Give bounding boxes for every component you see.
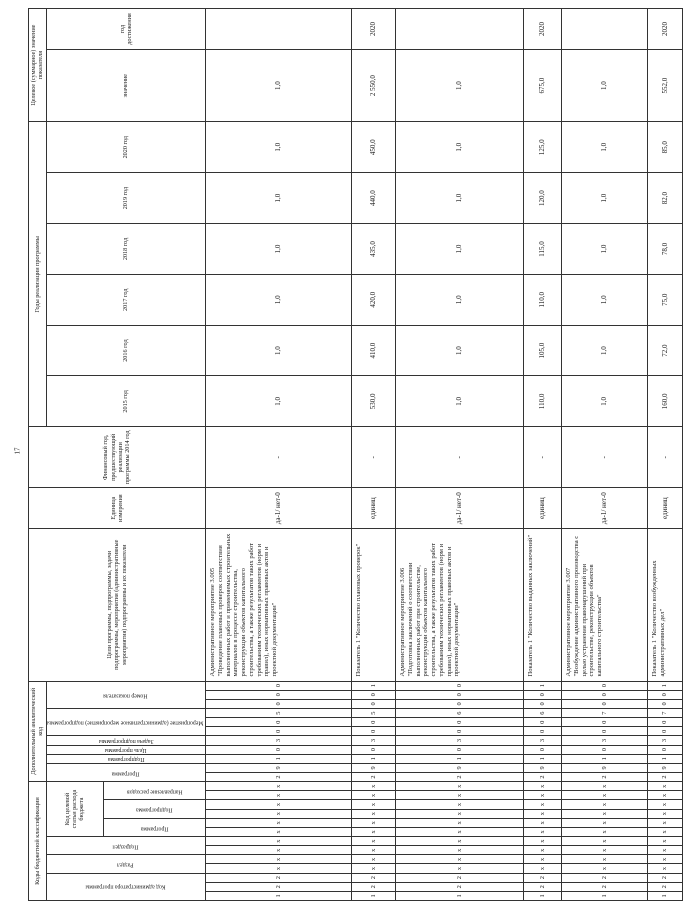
kbk-code-digit: x <box>562 827 648 836</box>
kbk-code-digit: x <box>524 809 562 818</box>
document-sheet <box>28 8 669 901</box>
kbk-code-digit: 2 <box>524 882 562 891</box>
header-dak-cel: Цель программы <box>46 745 205 754</box>
row-year-value: 435,0 <box>352 224 396 275</box>
dak-code-digit: 1 <box>562 754 648 763</box>
row-year-value: 78,0 <box>648 224 683 275</box>
row-year-value: 1,0 <box>396 224 524 275</box>
page-number: 17 <box>13 447 22 455</box>
kbk-code-digit: x <box>396 846 524 855</box>
row-unit: да-1/ нет-0 <box>206 488 352 529</box>
kbk-code-digit: x <box>396 837 524 846</box>
dak-code-digit: 6 <box>396 709 524 718</box>
row-year-value: 1,0 <box>396 376 524 427</box>
row-year-value: 110,0 <box>524 376 562 427</box>
header-base-year: Финансовый год, предшествующий реализации программы 2014 год <box>29 427 206 488</box>
row-year-value: 1,0 <box>396 274 524 325</box>
kbk-code-digit: 2 <box>648 882 683 891</box>
kbk-code-digit: x <box>396 800 524 809</box>
dak-code-digit: 0 <box>562 718 648 727</box>
kbk-code-digit: x <box>206 855 352 864</box>
program-indicators-table <box>28 8 683 901</box>
kbk-code-digit: x <box>206 791 352 800</box>
dak-code-digit: 3 <box>562 736 648 745</box>
row-year-value: 105,0 <box>524 325 562 376</box>
kbk-code-digit: x <box>648 800 683 809</box>
kbk-code-digit: x <box>396 827 524 836</box>
dak-code-digit: 0 <box>562 699 648 708</box>
dak-code-digit: 0 <box>396 745 524 754</box>
row-year-value: 1,0 <box>206 122 352 173</box>
row-year-value: 1,0 <box>562 274 648 325</box>
dak-code-digit: 2 <box>396 773 524 782</box>
row-target-value: 1,0 <box>396 50 524 122</box>
dak-code-digit: 3 <box>206 736 352 745</box>
row-unit: да-1/ нет-0 <box>396 488 524 529</box>
row-year-value: 1,0 <box>396 325 524 376</box>
row-name: Показатель 1 "Количество плановых проверок" <box>352 529 396 682</box>
header-2017: 2017 год <box>46 274 205 325</box>
dak-code-digit: 0 <box>206 718 352 727</box>
kbk-code-digit: x <box>352 864 396 873</box>
kbk-code-digit: 2 <box>648 873 683 882</box>
header-years: Годы реализации программы <box>29 122 47 427</box>
kbk-code-digit: x <box>648 818 683 827</box>
kbk-code-digit: 2 <box>352 873 396 882</box>
kbk-code-digit: x <box>562 837 648 846</box>
header-target-article: Код целевой статьи расхода бюджета <box>46 782 103 837</box>
header-goal-name: Цели программы, подпрограммы, задачи подпрограммы, мероприятия (административные мероприятия) подпрограммы и их показатели <box>29 529 206 682</box>
dak-code-digit: 0 <box>524 727 562 736</box>
row-name: Административное мероприятие 3.006 "Подготовка заключений о соответствии выполненных работ при строительстве, реконструкции объектов капитального строительства, а также результатов таких работ требованиям технических регламентов (норм и правил), иных нормативных правовых актов и проектной документации" <box>396 529 524 682</box>
row-year-value: 450,0 <box>352 122 396 173</box>
kbk-code-digit: x <box>648 791 683 800</box>
row-target-value: 1,0 <box>562 50 648 122</box>
dak-code-digit: 0 <box>396 690 524 699</box>
dak-code-digit: 0 <box>352 690 396 699</box>
header-target: Целевое (суммарное) значение показателя <box>29 9 47 122</box>
header-kbk: Коды бюджетной классификации <box>29 782 47 901</box>
row-unit: единиц <box>524 488 562 529</box>
dak-code-digit: 1 <box>352 754 396 763</box>
kbk-code-digit: x <box>648 809 683 818</box>
kbk-code-digit: x <box>648 855 683 864</box>
dak-code-digit: 0 <box>648 718 683 727</box>
dak-code-digit: 6 <box>524 709 562 718</box>
kbk-code-digit: x <box>206 864 352 873</box>
row-year-value: 75,0 <box>648 274 683 325</box>
row-year-value: 530,0 <box>352 376 396 427</box>
kbk-code-digit: x <box>352 827 396 836</box>
kbk-code-digit: x <box>206 782 352 791</box>
dak-code-digit: 2 <box>206 773 352 782</box>
header-dak-pokazatel: Номер показателя <box>46 681 205 709</box>
dak-code-digit: 1 <box>206 754 352 763</box>
kbk-code-digit: x <box>206 846 352 855</box>
dak-code-digit: 9 <box>396 763 524 772</box>
header-podrazdel: Подраздел <box>46 837 205 855</box>
kbk-code-digit: x <box>648 864 683 873</box>
dak-code-digit: 2 <box>524 773 562 782</box>
header-dak-meropriyatie: Мероприятие (административное мероприятие) подпрограммы <box>46 709 205 736</box>
table-row <box>562 9 648 901</box>
header-dak-programma: Программа <box>46 763 205 781</box>
row-name: Административное мероприятие 3.007 "Возбуждение административного производства с целью устранения правонарушений при строительстве, реконструкции объектов капитального строительства" <box>562 529 648 682</box>
table-row <box>524 9 562 901</box>
kbk-code-digit: x <box>562 791 648 800</box>
row-name: Показатель 1 "Количество выданных заключений" <box>524 529 562 682</box>
kbk-code-digit: x <box>648 846 683 855</box>
header-napravlenie: Направление расходов <box>103 782 206 800</box>
kbk-code-digit: x <box>206 837 352 846</box>
dak-code-digit: 1 <box>524 754 562 763</box>
row-year-value: 85,0 <box>648 122 683 173</box>
dak-code-digit: 0 <box>396 718 524 727</box>
kbk-code-digit: 1 <box>524 891 562 900</box>
row-base-year-value: - <box>562 427 648 488</box>
dak-code-digit: 0 <box>562 690 648 699</box>
kbk-code-digit: x <box>396 782 524 791</box>
kbk-code-digit: x <box>524 818 562 827</box>
kbk-code-digit: x <box>562 846 648 855</box>
row-base-year-value: - <box>206 427 352 488</box>
dak-code-digit: 0 <box>562 727 648 736</box>
dak-code-digit: 0 <box>352 699 396 708</box>
dak-code-digit: 7 <box>562 709 648 718</box>
dak-code-digit: 0 <box>396 681 524 690</box>
dak-code-digit: 0 <box>352 718 396 727</box>
row-year-value: 1,0 <box>206 173 352 224</box>
dak-code-digit: 0 <box>648 745 683 754</box>
kbk-code-digit: x <box>396 791 524 800</box>
kbk-code-digit: x <box>562 818 648 827</box>
dak-code-digit: 1 <box>396 754 524 763</box>
row-base-year-value: - <box>352 427 396 488</box>
row-year-value: 120,0 <box>524 173 562 224</box>
dak-code-digit: 0 <box>524 690 562 699</box>
header-unit: Единица измерения <box>29 488 206 529</box>
dak-code-digit: 5 <box>206 709 352 718</box>
dak-code-digit: 0 <box>524 718 562 727</box>
dak-code-digit: 0 <box>206 690 352 699</box>
dak-code-digit: 1 <box>352 681 396 690</box>
row-year-value: 1,0 <box>562 173 648 224</box>
row-target-year: 2020 <box>352 9 396 50</box>
table-row <box>396 9 524 901</box>
dak-code-digit: 0 <box>648 699 683 708</box>
row-year-value: 1,0 <box>206 376 352 427</box>
header-razdel: Раздел <box>46 855 205 873</box>
kbk-code-digit: x <box>206 809 352 818</box>
dak-code-digit: 2 <box>352 773 396 782</box>
header-dak-podprogramma: Подпрограмма <box>46 754 205 763</box>
dak-code-digit: 3 <box>648 736 683 745</box>
row-target-year <box>562 9 648 50</box>
row-year-value: 1,0 <box>562 224 648 275</box>
kbk-code-digit: 2 <box>396 882 524 891</box>
row-unit: да-1/ нет-0 <box>562 488 648 529</box>
kbk-code-digit: 2 <box>352 882 396 891</box>
dak-code-digit: 0 <box>352 727 396 736</box>
kbk-code-digit: 2 <box>524 873 562 882</box>
row-year-value: 1,0 <box>396 122 524 173</box>
kbk-code-digit: x <box>524 846 562 855</box>
dak-code-digit: 0 <box>648 690 683 699</box>
kbk-code-digit: x <box>352 782 396 791</box>
dak-code-digit: 9 <box>648 763 683 772</box>
dak-code-digit: 0 <box>562 745 648 754</box>
row-year-value: 160,0 <box>648 376 683 427</box>
dak-code-digit: 3 <box>524 736 562 745</box>
kbk-code-digit: x <box>352 837 396 846</box>
row-unit: единиц <box>648 488 683 529</box>
header-target-value: значение <box>46 50 205 122</box>
dak-code-digit: 1 <box>648 681 683 690</box>
kbk-code-digit: 1 <box>352 891 396 900</box>
header-podprogramma: Подпрограмма <box>103 800 206 818</box>
header-admin-code: Код администратора программы <box>46 873 205 900</box>
dak-code-digit: 5 <box>352 709 396 718</box>
header-2020: 2020 год <box>46 122 205 173</box>
row-target-year <box>206 9 352 50</box>
kbk-code-digit: 2 <box>206 882 352 891</box>
dak-code-digit: 0 <box>206 681 352 690</box>
row-unit: единиц <box>352 488 396 529</box>
kbk-code-digit: x <box>524 791 562 800</box>
row-year-value: 1,0 <box>562 325 648 376</box>
row-name: Показатель 1 "Количество возбужденных административных дел" <box>648 529 683 682</box>
dak-code-digit: 0 <box>524 745 562 754</box>
dak-code-digit: 0 <box>206 699 352 708</box>
kbk-code-digit: x <box>648 782 683 791</box>
row-year-value: 110,0 <box>524 274 562 325</box>
header-target-year: год достижения <box>46 9 205 50</box>
header-row-1 <box>29 9 47 901</box>
kbk-code-digit: 1 <box>206 891 352 900</box>
row-year-value: 82,0 <box>648 173 683 224</box>
header-programma: Программа <box>103 818 206 836</box>
dak-code-digit: 0 <box>648 727 683 736</box>
row-target-year <box>396 9 524 50</box>
kbk-code-digit: x <box>396 818 524 827</box>
kbk-code-digit: x <box>562 855 648 864</box>
kbk-code-digit: x <box>648 837 683 846</box>
row-target-value: 552,0 <box>648 50 683 122</box>
kbk-code-digit: x <box>396 855 524 864</box>
dak-code-digit: 1 <box>524 681 562 690</box>
row-year-value: 72,0 <box>648 325 683 376</box>
kbk-code-digit: 2 <box>562 882 648 891</box>
header-2015: 2015 год <box>46 376 205 427</box>
header-2018: 2018 год <box>46 224 205 275</box>
row-year-value: 1,0 <box>396 173 524 224</box>
kbk-code-digit: 1 <box>648 891 683 900</box>
kbk-code-digit: x <box>562 809 648 818</box>
dak-code-digit: 9 <box>524 763 562 772</box>
dak-code-digit: 0 <box>352 745 396 754</box>
kbk-code-digit: x <box>206 818 352 827</box>
header-dak: Дополнительный аналитический код <box>29 681 47 782</box>
header-2016: 2016 год <box>46 325 205 376</box>
kbk-code-digit: x <box>352 846 396 855</box>
row-year-value: 1,0 <box>206 325 352 376</box>
row-year-value: 1,0 <box>206 274 352 325</box>
dak-code-digit: 0 <box>206 727 352 736</box>
kbk-code-digit: x <box>352 809 396 818</box>
kbk-code-digit: x <box>352 818 396 827</box>
kbk-code-digit: 2 <box>396 873 524 882</box>
kbk-code-digit: x <box>648 827 683 836</box>
rotated-table-frame <box>28 8 669 901</box>
table-row <box>352 9 396 901</box>
dak-code-digit: 9 <box>562 763 648 772</box>
row-target-value: 2 550,0 <box>352 50 396 122</box>
kbk-code-digit: x <box>352 855 396 864</box>
row-target-value: 675,0 <box>524 50 562 122</box>
kbk-code-digit: x <box>206 800 352 809</box>
kbk-code-digit: x <box>562 800 648 809</box>
table-row <box>206 9 352 901</box>
dak-code-digit: 9 <box>352 763 396 772</box>
kbk-code-digit: x <box>352 791 396 800</box>
kbk-code-digit: x <box>524 855 562 864</box>
kbk-code-digit: x <box>396 809 524 818</box>
row-year-value: 115,0 <box>524 224 562 275</box>
kbk-code-digit: x <box>352 800 396 809</box>
kbk-code-digit: x <box>524 837 562 846</box>
header-2019: 2019 год <box>46 173 205 224</box>
row-base-year-value: - <box>648 427 683 488</box>
kbk-code-digit: x <box>524 782 562 791</box>
kbk-code-digit: x <box>524 800 562 809</box>
row-base-year-value: - <box>396 427 524 488</box>
row-target-value: 1,0 <box>206 50 352 122</box>
dak-code-digit: 7 <box>648 709 683 718</box>
kbk-code-digit: 1 <box>396 891 524 900</box>
row-name: Административное мероприятие 3.005 "Проведение плановых проверок соответствия выполненных работ и применяемых строительных материалов в процессе строительства, реконструкции объектов капитального строительства, а также результатов таких работ требованиям технических регламентов (норм и правил), иных нормативных правовых актов и проектной документации" <box>206 529 352 682</box>
row-year-value: 1,0 <box>562 122 648 173</box>
dak-code-digit: 2 <box>648 773 683 782</box>
kbk-code-digit: x <box>524 864 562 873</box>
kbk-code-digit: 2 <box>562 873 648 882</box>
dak-code-digit: 9 <box>206 763 352 772</box>
kbk-code-digit: x <box>562 782 648 791</box>
kbk-code-digit: x <box>396 864 524 873</box>
kbk-code-digit: x <box>206 827 352 836</box>
kbk-code-digit: x <box>562 864 648 873</box>
row-year-value: 1,0 <box>206 224 352 275</box>
row-target-year: 2020 <box>524 9 562 50</box>
row-year-value: 410,0 <box>352 325 396 376</box>
row-year-value: 125,0 <box>524 122 562 173</box>
dak-code-digit: 1 <box>648 754 683 763</box>
kbk-code-digit: 2 <box>206 873 352 882</box>
dak-code-digit: 3 <box>396 736 524 745</box>
row-base-year-value: - <box>524 427 562 488</box>
row-target-year: 2020 <box>648 9 683 50</box>
row-year-value: 1,0 <box>562 376 648 427</box>
row-year-value: 420,0 <box>352 274 396 325</box>
header-dak-zadacha: Задача подпрограммы <box>46 736 205 745</box>
dak-code-digit: 0 <box>396 727 524 736</box>
dak-code-digit: 2 <box>562 773 648 782</box>
dak-code-digit: 0 <box>396 699 524 708</box>
dak-code-digit: 3 <box>352 736 396 745</box>
dak-code-digit: 0 <box>206 745 352 754</box>
kbk-code-digit: 1 <box>562 891 648 900</box>
kbk-code-digit: x <box>524 827 562 836</box>
dak-code-digit: 0 <box>524 699 562 708</box>
table-row <box>648 9 683 901</box>
row-year-value: 440,0 <box>352 173 396 224</box>
dak-code-digit: 0 <box>562 681 648 690</box>
